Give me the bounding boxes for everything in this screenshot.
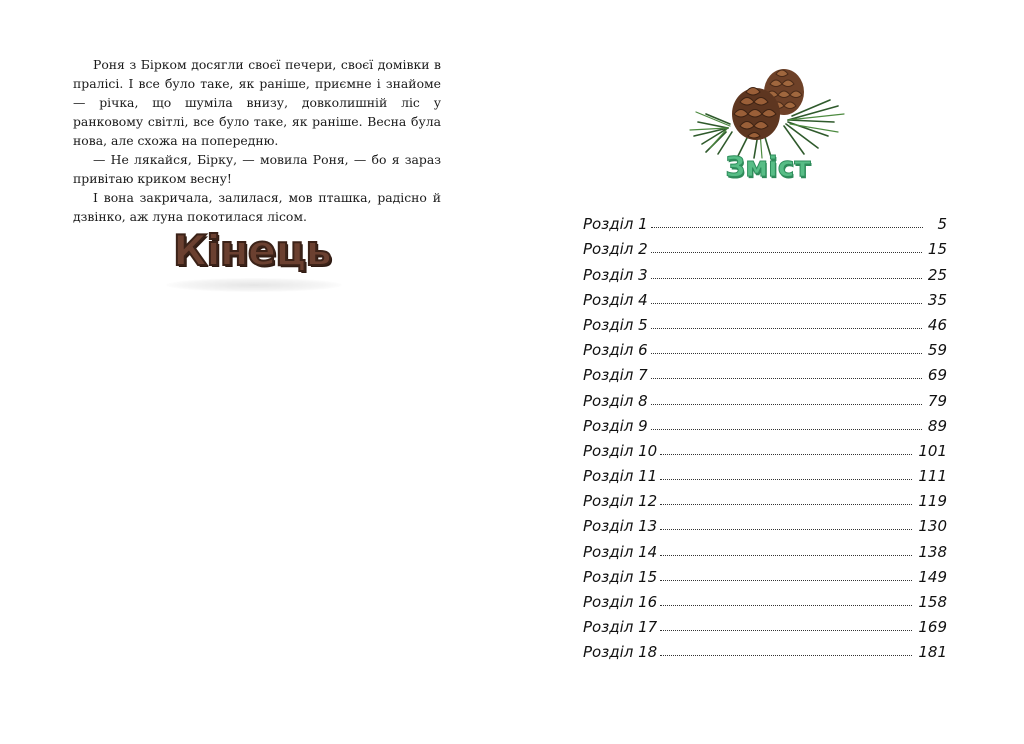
toc-entry-page: 158: [918, 593, 947, 611]
toc-entry-page: 15: [927, 240, 947, 259]
toc-entry-label: Розділ 10: [583, 441, 658, 460]
toc-entry-page: 25: [927, 265, 947, 284]
toc-entry[interactable]: [583, 460, 947, 485]
leader-dots: [651, 353, 922, 354]
toc-entry-label: Розділ 18: [583, 643, 658, 662]
end-title: Кінець: [173, 226, 331, 275]
toc-entry[interactable]: [583, 410, 947, 435]
toc-entry[interactable]: [583, 309, 947, 334]
toc-entry-page: 89: [927, 416, 947, 435]
leader-dots: [651, 328, 922, 329]
leader-dots: [660, 504, 912, 505]
toc-entry-page: 5: [937, 215, 947, 234]
toc-entry[interactable]: [583, 510, 947, 535]
toc-entry-page: 138: [918, 542, 947, 561]
toc-entry[interactable]: [583, 485, 947, 510]
leader-dots: [660, 454, 912, 455]
leader-dots: [651, 404, 922, 405]
toc-entry-label: Розділ 6: [583, 341, 648, 360]
toc-entry-label: Розділ 15: [583, 567, 658, 586]
toc-entry-page: 181: [918, 643, 947, 662]
toc-entry-label: Розділ 16: [583, 593, 658, 611]
toc-entry-label: Розділ 12: [583, 492, 658, 511]
paragraph: І вона закричала, залилася, мов пташка, радісно й дзвінко, аж луна покотилася лісом.: [73, 190, 441, 224]
toc-title: Зміст: [725, 150, 811, 183]
toc-entry[interactable]: [583, 636, 947, 661]
toc-entry-page: 101: [918, 441, 947, 460]
toc-entry-label: Розділ 4: [583, 290, 648, 309]
leader-dots: [651, 227, 923, 228]
toc-entry-label: Розділ 17: [583, 618, 658, 637]
leader-dots: [660, 529, 912, 530]
toc-entry[interactable]: [583, 611, 947, 636]
toc-entry[interactable]: [583, 208, 947, 233]
toc-entry-page: 46: [927, 315, 947, 334]
right-page: [512, 0, 1024, 744]
toc-entry[interactable]: [583, 435, 947, 460]
story-text: [73, 55, 441, 226]
paragraph: — Не лякайся, Бірку, — мовила Роня, — бо я зараз привітаю криком весну!: [73, 152, 441, 186]
toc-entry-page: 59: [927, 341, 947, 360]
paragraph: Роня з Бірком досягли своєї печери, своєї домівки в пралісі. І все було таке, як раніше, приємне і знайоме — річка, що шуміла внизу, довколишній ліс у ранковому світлі, все було таке, як раніше. Весна була нова, але схожа на попередню.: [73, 57, 441, 148]
toc-entry-label: Розділ 14: [583, 542, 658, 561]
toc-entry-page: 35: [927, 290, 947, 309]
toc-entry-page: 169: [918, 618, 947, 637]
leader-dots: [651, 429, 922, 430]
toc-entry-page: 69: [927, 366, 947, 385]
toc-entry-page: 79: [927, 391, 947, 410]
pine-cones-icon: [688, 62, 848, 162]
toc-entry-page: 130: [918, 517, 947, 536]
toc-entry-label: Розділ 5: [583, 315, 648, 334]
leader-dots: [660, 605, 912, 606]
toc-entry[interactable]: [583, 535, 947, 560]
toc-entry[interactable]: [583, 359, 947, 384]
toc-entry-page: 149: [918, 567, 947, 586]
toc-entry[interactable]: [583, 586, 947, 611]
end-title-shadow: [166, 278, 342, 292]
end-title-block: [160, 226, 344, 296]
toc-entry-label: Розділ 7: [583, 366, 648, 385]
leader-dots: [651, 252, 922, 253]
leader-dots: [660, 655, 912, 656]
toc-entry[interactable]: [583, 233, 947, 258]
leader-dots: [660, 630, 912, 631]
toc-entry-label: Розділ 8: [583, 391, 648, 410]
toc-entry-label: Розділ 9: [583, 416, 648, 435]
toc-entry-label: Розділ 2: [583, 240, 648, 259]
toc-entry[interactable]: [583, 334, 947, 359]
toc-entry-page: 119: [918, 492, 947, 511]
toc-entry[interactable]: [583, 561, 947, 586]
toc-entry-label: Розділ 11: [583, 467, 658, 486]
toc-entry-label: Розділ 3: [583, 265, 648, 284]
toc-entry[interactable]: [583, 258, 947, 283]
leader-dots: [660, 479, 912, 480]
toc-entry-label: Розділ 13: [583, 517, 658, 536]
leader-dots: [660, 555, 912, 556]
toc-entry[interactable]: [583, 384, 947, 409]
leader-dots: [660, 580, 912, 581]
toc-entry-label: Розділ 1: [583, 215, 648, 234]
leader-dots: [651, 378, 922, 379]
leader-dots: [651, 278, 922, 279]
table-of-contents: [583, 208, 947, 661]
leader-dots: [651, 303, 922, 304]
toc-entry[interactable]: [583, 284, 947, 309]
toc-entry-page: 111: [918, 467, 947, 486]
